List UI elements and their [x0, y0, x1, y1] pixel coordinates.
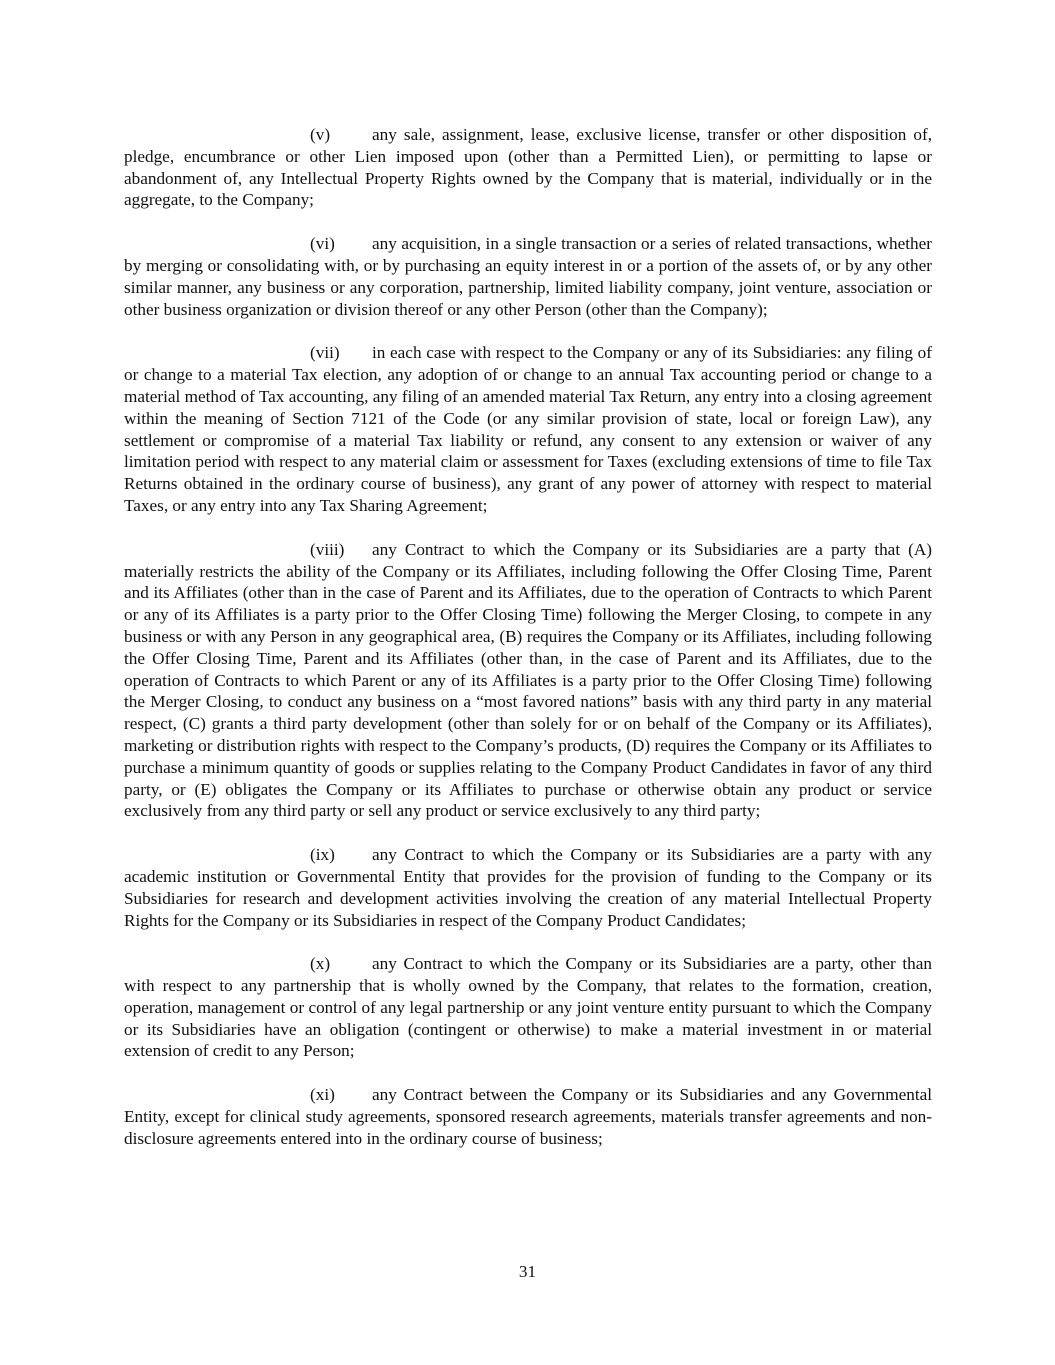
- paragraph-number: (vi): [310, 234, 335, 254]
- paragraph-xi: [124, 1084, 932, 1149]
- paragraph-viii: [124, 539, 932, 822]
- paragraph-number: (vii): [310, 343, 340, 363]
- paragraph-vii: [124, 342, 932, 516]
- paragraph-number: (viii): [310, 539, 345, 559]
- paragraph-ix: [124, 844, 932, 931]
- paragraph-number: (xi): [310, 1085, 335, 1105]
- paragraph-text: any sale, assignment, lease, exclusive license, transfer or other disposition of, pledge, encumbrance or other Lien imposed upon (other than a Permitted Lien), or permitting to lapse or abandonment of, any Intellectual Property Rights owned by the Company that is material, individually or in the aggregate, to the Company;: [124, 125, 932, 210]
- paragraph-text: in each case with respect to the Company or any of its Subsidiaries: any filing of or change to a material Tax election, any adoption of or change to an annual Tax accounting period or change to a material method of Tax accounting, any filing of an amended material Tax Return, any entry into a closing agreement within the meaning of Section 7121 of the Code (or any similar provision of state, local or foreign Law), any settlement or compromise of a material Tax liability or refund, any consent to any extension or waiver of any limitation period with respect to any material claim or assessment for Taxes (excluding extensions of time to file Tax Returns obtained in the ordinary course of business), any grant of any power of attorney with respect to material Taxes, or any entry into any Tax Sharing Agreement;: [124, 343, 932, 515]
- paragraph-text: any Contract to which the Company or its Subsidiaries are a party that (A) materially restricts the ability of the Company or its Affiliates, including following the Offer Closing Time, Parent and its Affiliates (other than in the case of Parent and its Affiliates, due to the operation of Contracts to which Parent or any of its Affiliates is a party prior to the Offer Closing Time) following the Merger Closing, to compete in any business or with any Person in any geographical area, (B) requires the Company or its Affiliates, including following the Offer Closing Time, Parent and its Affiliates (other than, in the case of Parent and its Affiliates, due to the operation of Contracts to which Parent or any of its Affiliates is a party prior to the Offer Closing Time) following the Merger Closing, to conduct any business on a “most favored nations” basis with any third party in any material respect, (C) grants a third party development (other than solely for or on behalf of the Company or its Affiliates), marketing or distribution rights with respect to the Company’s products, (D) requires the Company or its Affiliates to purchase a minimum quantity of goods or supplies relating to the Company Product Candidates in favor of any third party, or (E) obligates the Company or its Affiliates to purchase or otherwise obtain any product or service exclusively from any third party or sell any product or service exclusively to any third party;: [124, 539, 932, 821]
- paragraph-text: any Contract between the Company or its Subsidiaries and any Governmental Entity, except for clinical study agreements, sponsored research agreements, materials transfer agreements and non-disclosure agreements entered into in the ordinary course of business;: [124, 1085, 932, 1148]
- paragraph-x: [124, 953, 932, 1062]
- paragraph-text: any Contract to which the Company or its Subsidiaries are a party, other than with respect to any partnership that is wholly owned by the Company, that relates to the formation, creation, operation, management or control of any legal partnership or any joint venture entity pursuant to which the Company or its Subsidiaries have an obligation (contingent or otherwise) to make a material investment in or material extension of credit to any Person;: [124, 954, 932, 1061]
- paragraph-text: any Contract to which the Company or its Subsidiaries are a party with any academic institution or Governmental Entity that provides for the provision of funding to the Company or its Subsidiaries for research and development activities involving the creation of any material Intellectual Property Rights for the Company or its Subsidiaries in respect of the Company Product Candidates;: [124, 845, 932, 930]
- paragraph-vi: [124, 233, 932, 320]
- paragraph-v: [124, 124, 932, 211]
- document-body: [124, 124, 932, 1172]
- paragraph-number: (ix): [310, 845, 335, 865]
- paragraph-number: (v): [310, 125, 331, 144]
- paragraph-text: any acquisition, in a single transaction or a series of related transactions, whether by merging or consolidating with, or by purchasing an equity interest in or a portion of the assets of, or by any other similar manner, any business or any corporation, partnership, limited liability company, joint venture, association or other business organization or division thereof or any other Person (other than the Company);: [124, 234, 932, 319]
- page-number: 31: [518, 1262, 537, 1281]
- paragraph-number: (x): [310, 954, 331, 974]
